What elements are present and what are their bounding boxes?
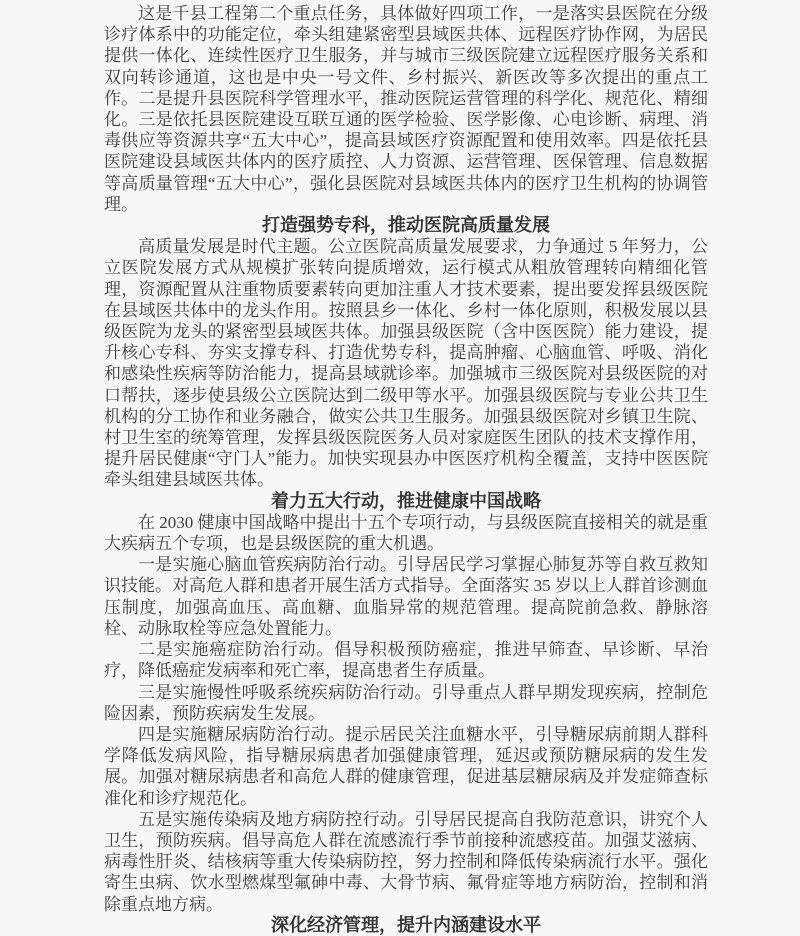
body-paragraph: 一是实施心脑血管疾病防治行动。引导居民学习掌握心肺复苏等自救互救知识技能。对高危人群和患者开展生活方式指导。全面落实 35 岁以上人群首诊测血压制度，加强高血压、高血糖、血脂异常的规范管理。提高院前急救、静脉溶栓、动脉取栓等应急处置能力。 (104, 555, 708, 638)
body-paragraph: 这是千县工程第二个重点任务，具体做好四项工作，一是落实县医院在分级诊疗体系中的功能定位，牵头组建紧密型县域医共体、远程医疗协作网，为居民提供一体化、连续性医疗卫生服务，并与城市三级医院建立远程医疗服务关系和双向转诊通道，这也是中央一号文件、乡村振兴、新医改等多次提出的重点工作。二是提升县医院科学管理水平，推动医院运营管理的科学化、规范化、精细化。三是依托县医院建设互联互通的医学检验、医学影像、心电诊断、病理、消毒供应等资源共享“五大中心”，提高县域医疗资源配置和使用效率。四是依托县医院建设县域医共体内的医疗质控、人力资源、运营管理、医保管理、信息数据等高质量管理“五大中心”，强化县医院对县域医共体内的医疗卫生机构的协调管理。 (104, 4, 708, 214)
section-heading: 打造强势专科，推动医院高质量发展 (262, 215, 550, 236)
body-paragraph: 在 2030 健康中国战略中提出十五个专项行动，与县级医院直接相关的就是重大疾病五个专项，也是县级医院的重大机遇。 (104, 512, 708, 554)
body-paragraph: 二是实施癌症防治行动。倡导积极预防癌症，推进早筛查、早诊断、早治疗，降低癌症发病率和死亡率，提高患者生存质量。 (104, 640, 708, 681)
body-paragraph: 五是实施传染病及地方病防控行动。引导居民提高自我防范意识，讲究个人卫生，预防疾病。倡导高危人群在流感流行季节前接种流感疫苗。加强艾滋病、病毒性肝炎、结核病等重大传染病防控，努力控制和降低传染病流行水平。强化寄生虫病、饮水型燃煤型氟砷中毒、大骨节病、氟骨症等地方病防治，控制和消除重点地方病。 (104, 809, 708, 914)
section-heading: 深化经济管理，提升内涵建设水平 (271, 914, 541, 935)
body-paragraph: 高质量发展是时代主题。公立医院高质量发展要求，力争通过 5 年努力，公立医院发展方式从规模扩张转向提质增效，运行模式从粗放管理转向精细化管理，资源配置从注重物质要素转向更加注重人才技术要素，提出要发挥县级医院在县域医共体中的龙头作用。按照县乡一体化、乡村一体化原则，积极发展以县级医院为龙头的紧密型县域医共体。加强县级医院（含中医医院）能力建设，提升核心专科、夯实支撑专科、打造优势专科，提高肿瘤、心脑血管、呼吸、消化和感染性疾病等防治能力，提高县域就诊率。加强城市三级医院对县级医院的对口帮扶，逐步使县级公立医院达到二级甲等水平。加强县级医院与专业公共卫生机构的分工协作和业务融合，做实公共卫生服务。加强县级医院对乡镇卫生院、村卫生室的统筹管理，发挥县级医院医务人员对家庭医生团队的技术支撑作用，提升居民健康“守门人”能力。加快实现县办中医医疗机构全覆盖，支持中医医院牵头组建县域医共体。 (104, 237, 708, 490)
body-paragraph: 三是实施慢性呼吸系统疾病防治行动。引导重点人群早期发现疾病，控制危险因素，预防疾病发生发展。 (104, 682, 708, 723)
section-heading: 着力五大行动，推进健康中国战略 (271, 490, 541, 511)
body-paragraph: 四是实施糖尿病防治行动。提示居民关注血糖水平，引导糖尿病前期人群科学降低发病风险，指导糖尿病患者加强健康管理，延迟或预防糖尿病的发生发展。加强对糖尿病患者和高危人群的健康管理，促进基层糖尿病及并发症筛查标准化和诊疗规范化。 (104, 724, 708, 808)
